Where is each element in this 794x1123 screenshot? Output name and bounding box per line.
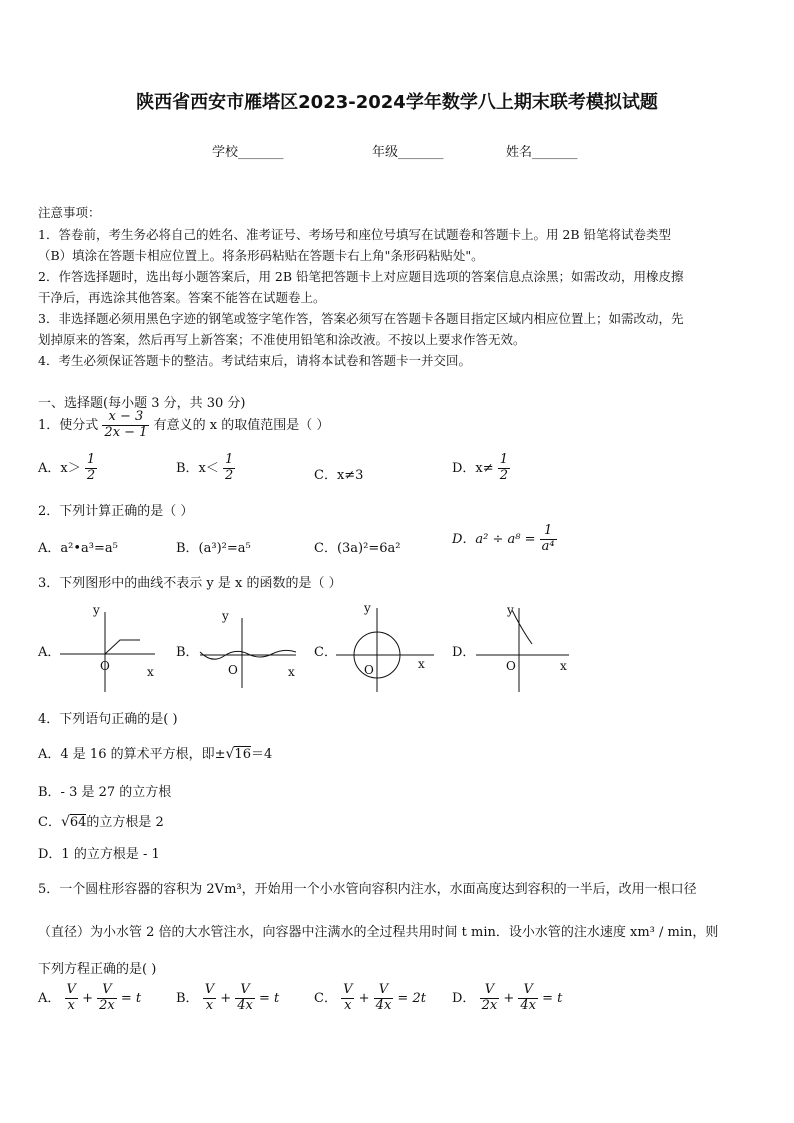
q5-a-d2: 2x [99, 997, 115, 1013]
sqrt-icon: √ [60, 814, 70, 830]
q5-b-eq: = t [259, 990, 280, 1006]
q5-option-b[interactable] [176, 983, 279, 1014]
q2-d-den: a⁴ [541, 538, 555, 554]
q3c-y-label: y [364, 601, 371, 615]
q4-c-pre: C． [38, 815, 61, 830]
q1-d-num: 1 [499, 452, 509, 467]
grade-field: 年级_______ [372, 145, 444, 160]
q5-a-plus: + [82, 990, 93, 1006]
question-5-line-2: （直径）为小水管 2 倍的大水管注水，向容器中注满水的全过程共用时间 t min．设小水管的注水速度 xm³ / min，则 [38, 925, 719, 940]
q1-a-num: 1 [86, 452, 96, 467]
q1-b-label: B．x＜ [176, 460, 219, 476]
note-3a: 3．非选择题必须用黑色字迹的钢笔或签字笔作答，答案必须写在答题卡各题目指定区域内相应位置上；如需改动，先 [38, 311, 684, 326]
q5-d-n1: V [480, 983, 500, 999]
q5-option-d[interactable] [452, 983, 562, 1014]
q2-d-label: D．a² ÷ a⁸ = [452, 531, 536, 547]
note-1a: 1．答卷前，考生务必将自己的姓名、准考证号、考场号和座位号填写在试题卷和答题卡上。用 2B 铅笔将试卷类型 [38, 227, 672, 242]
q3b-origin: O [228, 663, 238, 677]
q1-d-label: D．x≠ [452, 460, 494, 476]
notes-heading: 注意事项： [38, 205, 101, 220]
q3a-y-label: y [93, 603, 100, 617]
q1-a-den: 2 [86, 467, 96, 483]
q1-b-num: 1 [225, 452, 234, 467]
q3-graph-b [196, 600, 306, 695]
section-heading: 一、选择题(每小题 3 分，共 30 分) [38, 396, 246, 411]
question-1 [38, 410, 329, 441]
q3-graph-a [60, 600, 170, 695]
q3d-origin: O [506, 659, 516, 673]
q5-b-n2: V [235, 983, 255, 999]
q5-a-d1: x [67, 997, 75, 1013]
note-2b: 干净后，再选涂其他答案。答案不能答在试题卷上。 [38, 290, 326, 305]
q2-d-num: 1 [540, 524, 557, 540]
q3d-x-label: x [560, 659, 567, 673]
q3-option-a[interactable]: A． [38, 645, 61, 660]
q2-option-a[interactable]: A．a²•a³=a⁵ [38, 541, 118, 556]
q3a-origin: O [100, 659, 110, 673]
question-3: 3．下列图形中的曲线不表示 y 是 x 的函数的是（ ） [38, 576, 342, 591]
q1-option-b[interactable] [176, 453, 235, 484]
q5-c-n1: V [343, 982, 353, 997]
q5-option-a[interactable] [38, 983, 141, 1014]
q3-graph-c [334, 600, 444, 695]
note-2a: 2．作答选择题时，选出每小题答案后，用 2B 铅笔把答题卡上对应题目选项的答案信息点涂黑；如需改动，用橡皮擦 [38, 269, 684, 284]
q1-fraction [102, 410, 149, 441]
school-field: 学校_______ [212, 145, 284, 160]
q1-option-c[interactable]: C．x≠3 [314, 468, 364, 483]
sqrt-icon: √ [225, 746, 235, 762]
q3c-origin: O [364, 663, 374, 677]
q5-b-n1: V [204, 982, 215, 997]
q5-d-d1: 2x [481, 997, 498, 1013]
q3-option-d[interactable]: D． [452, 645, 476, 660]
page-title: 陕西省西安市雁塔区2023-2024学年数学八上期末联考模拟试题 [136, 92, 658, 113]
q5-c-d1: x [344, 997, 352, 1013]
q5-b-label: B． [176, 990, 199, 1006]
q5-a-label: A． [38, 990, 61, 1006]
q1-b-den: 2 [225, 467, 234, 483]
q5-a-eq: = t [120, 990, 142, 1006]
question-2: 2．下列计算正确的是（ ） [38, 504, 194, 519]
q3-option-c[interactable]: C． [314, 645, 337, 660]
q3d-y-label: y [507, 603, 514, 617]
q3-graph-d [474, 600, 584, 695]
q4-a-post: ＝4 [250, 747, 273, 762]
q5-d-label: D． [452, 990, 476, 1006]
q4-a-pre: A．4 是 16 的算术平方根，即± [38, 747, 226, 762]
note-4: 4．考生必须保证答题卡的整洁。考试结束后，请将本试卷和答题卡一并交回。 [38, 353, 471, 368]
q4-option-b[interactable]: B．- 3 是 27 的立方根 [38, 785, 172, 800]
q3c-x-label: x [418, 657, 425, 671]
note-3b: 划掉原来的答案，然后再写上新答案；不准使用铅笔和涂改液。不按以上要求作答无效。 [38, 332, 526, 347]
q2-option-b[interactable]: B．(a³)²=a⁵ [176, 541, 251, 556]
q5-c-n2: V [374, 983, 394, 999]
q3a-x-label: x [147, 665, 154, 679]
q1-den: 2x − 1 [104, 424, 148, 440]
q1-post: 有意义的 x 的取值范围是（ ） [153, 417, 330, 433]
q5-option-c[interactable] [314, 983, 426, 1014]
q1-d-den: 2 [499, 467, 509, 483]
note-1b: （B）填涂在答题卡相应位置上。将条形码粘贴在答题卡右上角"条形码粘贴处"。 [38, 248, 484, 263]
q5-d-d2: 4x [520, 997, 536, 1013]
q4-a-radicand: 16 [234, 747, 251, 762]
question-5-line-1: 5．一个圆柱形容器的容积为 2Vm³，开始用一个小水管向容积内注水，水面高度达到容积的一半后，改用一根口径 [38, 882, 697, 897]
q4-option-a[interactable] [38, 743, 272, 762]
q5-b-plus: + [220, 990, 232, 1006]
q5-c-d2: 4x [375, 997, 392, 1013]
q3b-x-label: x [288, 665, 295, 679]
q1-num: x − 3 [102, 410, 149, 426]
q5-c-plus: + [358, 990, 370, 1006]
q1-a-label: A．x＞ [38, 460, 81, 476]
q5-d-plus: + [503, 990, 515, 1006]
q4-c-post: 的立方根是 2 [86, 815, 164, 830]
q4-c-radicand: 64 [69, 815, 87, 830]
q1-pre: 1．使分式 [38, 417, 99, 433]
q5-c-label: C． [314, 990, 337, 1006]
q3b-y-label: y [222, 609, 229, 623]
q5-b-d2: 4x [237, 997, 253, 1013]
q4-option-d[interactable]: D．1 的立方根是 - 1 [38, 847, 160, 862]
q1-option-a[interactable] [38, 453, 97, 484]
q2-option-d[interactable] [452, 524, 557, 555]
q2-option-c[interactable]: C．(3a)²=6a² [314, 541, 401, 556]
q5-c-eq: = 2t [397, 990, 426, 1006]
q1-option-d[interactable] [452, 453, 510, 484]
q5-a-n1: V [66, 982, 76, 997]
q5-a-n2: V [97, 983, 117, 999]
q5-d-n2: V [518, 983, 538, 999]
q4-option-c[interactable] [38, 811, 164, 830]
question-4: 4．下列语句正确的是( ) [38, 712, 178, 727]
name-field: 姓名_______ [506, 145, 578, 160]
question-5-line-3: 下列方程正确的是( ) [38, 962, 157, 977]
q5-b-d1: x [205, 997, 214, 1013]
q3-option-b[interactable]: B． [176, 645, 199, 660]
q5-d-eq: = t [542, 990, 563, 1006]
